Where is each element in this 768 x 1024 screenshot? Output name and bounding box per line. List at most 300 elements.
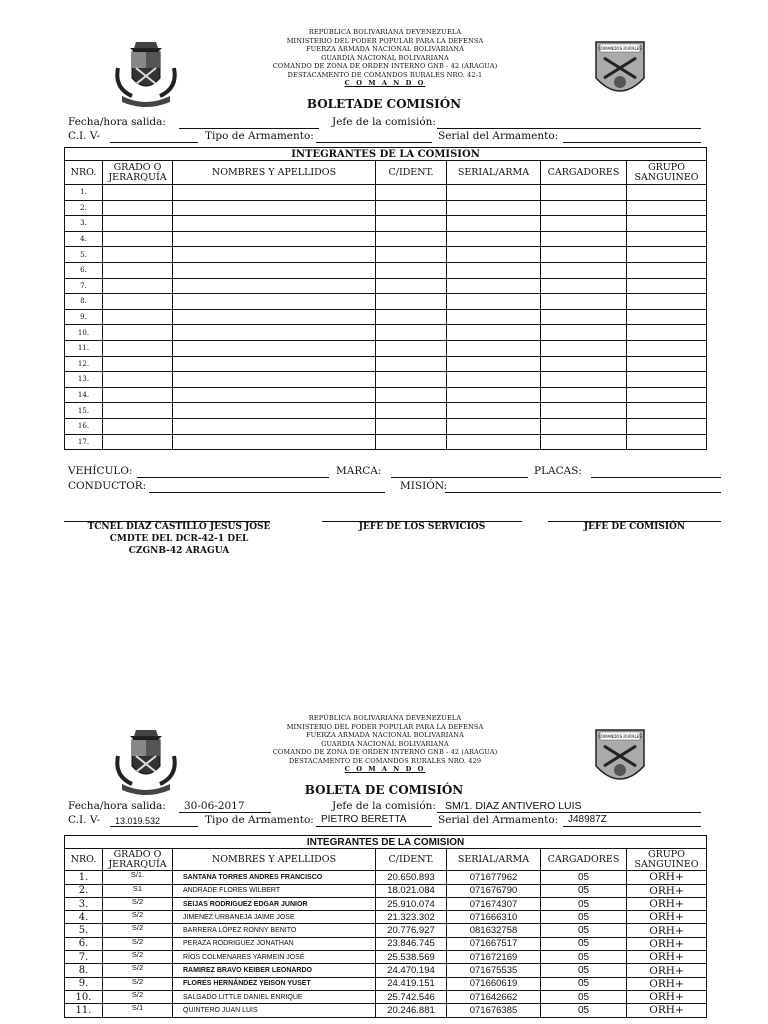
table-row <box>65 387 707 403</box>
table-row <box>65 871 707 884</box>
empty-cell[interactable] <box>447 372 541 388</box>
badge-text: COMANDOS RURALES <box>598 734 642 739</box>
empty-cell[interactable] <box>103 418 173 434</box>
serial-label: Serial del Armamento: <box>438 130 559 142</box>
empty-cell[interactable] <box>103 247 173 263</box>
form-title: BOLETADE COMISIÓN <box>306 97 462 111</box>
row-number: 13. <box>65 372 103 388</box>
table-row <box>65 418 707 434</box>
empty-cell[interactable] <box>447 325 541 341</box>
blood-group-cell: ORH+ <box>627 1004 707 1017</box>
grade-cell: S/2 <box>103 937 173 950</box>
name-cell: ANDRADE FLORES WILBERT <box>173 884 376 897</box>
commander-name: TCNEL DIAZ CASTILLO JESUS JOSE <box>87 522 271 532</box>
tipo-label: Tipo de Armamento: <box>205 130 314 142</box>
table-row <box>65 216 707 232</box>
magazines-cell: 05 <box>541 871 627 884</box>
id-cell: 24.470.194 <box>376 964 447 977</box>
magazines-cell: 05 <box>541 884 627 897</box>
blood-group-cell: ORH+ <box>627 871 707 884</box>
empty-cell[interactable] <box>447 418 541 434</box>
table-row <box>65 911 707 924</box>
empty-cell[interactable] <box>627 216 707 232</box>
weapon-serial-cell: 071666310 <box>447 911 541 924</box>
comando-line: C O M A N D O <box>344 765 426 773</box>
row-number: 15. <box>65 403 103 419</box>
empty-cell[interactable] <box>447 200 541 216</box>
id-cell: 20.776.927 <box>376 924 447 937</box>
marca-label: MARCA: <box>336 465 382 477</box>
empty-cell[interactable] <box>627 185 707 201</box>
empty-cell[interactable] <box>541 278 627 294</box>
empty-cell[interactable] <box>173 231 376 247</box>
fecha-field[interactable] <box>179 116 319 129</box>
name-cell: QUINTERO JUAN LUIS <box>173 1004 376 1017</box>
weapon-serial-cell: 071676385 <box>447 1004 541 1017</box>
empty-cell[interactable] <box>376 418 447 434</box>
empty-cell[interactable] <box>541 372 627 388</box>
empty-cell[interactable] <box>447 278 541 294</box>
empty-cell[interactable] <box>173 434 376 450</box>
col-header-serial: SERIAL/ARMA <box>447 161 541 185</box>
name-cell: SEIJAS RODRIGUEZ EDGAR JUNIOR <box>173 897 376 910</box>
grade-cell: S/1 <box>103 1004 173 1017</box>
tipo-label: Tipo de Armamento: <box>205 814 314 826</box>
vehiculo-field[interactable] <box>137 465 329 478</box>
mision-label: MISIÓN: <box>400 480 448 492</box>
commander-signature-block <box>64 521 294 557</box>
institution-header <box>240 28 530 88</box>
empty-cell[interactable] <box>376 231 447 247</box>
members-table-blank <box>64 147 707 450</box>
col-header-cident: C/IDENT. <box>376 849 447 871</box>
empty-cell[interactable] <box>541 309 627 325</box>
commander-post: CMDTE DEL DCR-42-1 DEL <box>109 534 249 544</box>
placas-label: PLACAS: <box>534 465 582 477</box>
empty-cell[interactable] <box>541 216 627 232</box>
blood-group-cell: ORH+ <box>627 897 707 910</box>
col-header-cargadores: CARGADORES <box>541 161 627 185</box>
empty-cell[interactable] <box>376 434 447 450</box>
empty-cell[interactable] <box>447 403 541 419</box>
row-number: 14. <box>65 387 103 403</box>
empty-cell[interactable] <box>447 247 541 263</box>
empty-cell[interactable] <box>103 200 173 216</box>
blood-group-cell: ORH+ <box>627 937 707 950</box>
name-cell: SANTANA TORRES ANDRES FRANCISCO <box>173 871 376 884</box>
badge-text: COMANDOS RURALES <box>598 46 642 51</box>
row-number: 6. <box>65 937 103 950</box>
empty-cell[interactable] <box>103 325 173 341</box>
blood-group-cell: ORH+ <box>627 884 707 897</box>
empty-cell[interactable] <box>627 372 707 388</box>
blood-group-cell: ORH+ <box>627 977 707 990</box>
blood-group-cell: ORH+ <box>627 951 707 964</box>
magazines-cell: 05 <box>541 977 627 990</box>
empty-cell[interactable] <box>376 372 447 388</box>
col-header-grado: GRADO O JERARQUÍA <box>103 161 173 185</box>
empty-cell[interactable] <box>103 356 173 372</box>
serial-value: J48987Z <box>568 814 607 825</box>
marca-field[interactable] <box>391 465 528 478</box>
fecha-label: Fecha/hora salida: <box>68 116 166 128</box>
empty-cell[interactable] <box>627 325 707 341</box>
empty-cell[interactable] <box>376 340 447 356</box>
form-title: BOLETA DE COMISIÓN <box>304 783 464 797</box>
magazines-cell: 05 <box>541 1004 627 1017</box>
ci-field[interactable] <box>110 130 198 143</box>
weapon-serial-cell: 071676790 <box>447 884 541 897</box>
id-cell: 24.419.151 <box>376 977 447 990</box>
empty-cell[interactable] <box>173 278 376 294</box>
empty-cell[interactable] <box>103 309 173 325</box>
row-number: 12. <box>65 356 103 372</box>
grade-cell: S1 <box>103 884 173 897</box>
id-cell: 20.650.893 <box>376 871 447 884</box>
weapon-serial-cell: 071660619 <box>447 977 541 990</box>
empty-cell[interactable] <box>447 434 541 450</box>
empty-cell[interactable] <box>627 262 707 278</box>
table-row <box>65 403 707 419</box>
row-number: 11. <box>65 340 103 356</box>
col-header-nro: NRO. <box>65 849 103 871</box>
empty-cell[interactable] <box>627 403 707 419</box>
empty-cell[interactable] <box>541 340 627 356</box>
table-row <box>65 294 707 310</box>
jefe-comision-signature: JEFE DE COMISIÓN <box>583 522 686 532</box>
empty-cell[interactable] <box>541 185 627 201</box>
fecha-label: Fecha/hora salida: <box>68 800 166 812</box>
empty-cell[interactable] <box>541 294 627 310</box>
id-cell: 25.910.074 <box>376 897 447 910</box>
row-number: 11. <box>65 1004 103 1017</box>
row-number: 7. <box>65 278 103 294</box>
table-row <box>65 262 707 278</box>
ci-label: C.I. V- <box>68 130 100 142</box>
empty-cell[interactable] <box>376 309 447 325</box>
empty-cell[interactable] <box>173 325 376 341</box>
empty-cell[interactable] <box>541 356 627 372</box>
row-number: 7. <box>65 951 103 964</box>
empty-cell[interactable] <box>103 372 173 388</box>
name-cell: PERAZA RODRIGUEZ JONATHAN <box>173 937 376 950</box>
table-row <box>65 278 707 294</box>
empty-cell[interactable] <box>447 185 541 201</box>
col-header-nombres: NOMBRES Y APELLIDOS <box>173 849 376 871</box>
row-number: 5. <box>65 247 103 263</box>
commander-unit: CZGNB-42 ARAGUA <box>128 546 230 556</box>
empty-cell[interactable] <box>376 278 447 294</box>
header-line: MINISTERIO DEL PODER POPULAR PARA LA DEFENSA <box>286 722 484 731</box>
empty-cell[interactable] <box>627 340 707 356</box>
row-number: 3. <box>65 897 103 910</box>
empty-cell[interactable] <box>103 340 173 356</box>
header-line: COMANDO DE ZONA DE ORDEN INTERNO GNB - 42 (ARAGUA) <box>272 62 498 70</box>
empty-cell[interactable] <box>103 294 173 310</box>
table-row <box>65 309 707 325</box>
col-header-serial: SERIAL/ARMA <box>447 849 541 871</box>
name-cell: BARRERA LÓPEZ RONNY BENITO <box>173 924 376 937</box>
table-row <box>65 897 707 910</box>
table-row <box>65 185 707 201</box>
id-cell: 20.246.881 <box>376 1004 447 1017</box>
row-number: 2. <box>65 200 103 216</box>
col-header-cident: C/IDENT. <box>376 161 447 185</box>
weapon-serial-cell: 071674307 <box>447 897 541 910</box>
empty-cell[interactable] <box>627 247 707 263</box>
row-number: 4. <box>65 231 103 247</box>
table-row <box>65 372 707 388</box>
row-number: 8. <box>65 964 103 977</box>
name-cell: FLORES HERNÁNDEZ YEISON YUSET <box>173 977 376 990</box>
id-cell: 23.846.745 <box>376 937 447 950</box>
empty-cell[interactable] <box>447 231 541 247</box>
jefe-servicios-signature: JEFE DE LOS SERVICIOS <box>358 522 486 532</box>
empty-cell[interactable] <box>173 216 376 232</box>
weapon-serial-cell: 071675535 <box>447 964 541 977</box>
blood-group-cell: ORH+ <box>627 924 707 937</box>
col-header-grupo: GRUPO SANGUINEO <box>627 849 707 871</box>
table-row <box>65 231 707 247</box>
magazines-cell: 05 <box>541 964 627 977</box>
empty-cell[interactable] <box>447 356 541 372</box>
empty-cell[interactable] <box>447 262 541 278</box>
ci-value: 13.019.532 <box>115 816 161 826</box>
id-cell: 25.742.546 <box>376 990 447 1003</box>
jefe-label: Jefe de la comisión: <box>332 800 436 812</box>
col-header-grupo: GRUPO SANGUINEO <box>627 161 707 185</box>
vehiculo-label: VEHÍCULO: <box>68 465 133 477</box>
id-cell: 21.323.302 <box>376 911 447 924</box>
empty-cell[interactable] <box>103 185 173 201</box>
ci-label: C.I. V- <box>68 814 100 826</box>
table-caption: INTEGRANTES DE LA COMISION <box>65 148 707 161</box>
magazines-cell: 05 <box>541 990 627 1003</box>
empty-cell[interactable] <box>103 231 173 247</box>
header-line: MINISTERIO DEL PODER POPULAR PARA LA DEFENSA <box>286 36 484 45</box>
row-number: 10. <box>65 325 103 341</box>
name-cell: RÍOS COLMENARES YARMEIN JOSÉ <box>173 951 376 964</box>
empty-cell[interactable] <box>173 372 376 388</box>
empty-cell[interactable] <box>541 434 627 450</box>
id-cell: 25.538.569 <box>376 951 447 964</box>
empty-cell[interactable] <box>627 231 707 247</box>
placas-field[interactable] <box>591 465 721 478</box>
detachment-line: DESTACAMENTO DE COMANDOS RURALES NRO. 429 <box>288 756 482 765</box>
table-caption: INTEGRANTES DE LA COMISION <box>65 836 707 849</box>
empty-cell[interactable] <box>447 216 541 232</box>
comando-line: C O M A N D O <box>344 79 426 87</box>
empty-cell[interactable] <box>103 262 173 278</box>
row-number: 9. <box>65 977 103 990</box>
empty-cell[interactable] <box>541 387 627 403</box>
row-number: 5. <box>65 924 103 937</box>
row-number: 6. <box>65 262 103 278</box>
row-number: 1. <box>65 185 103 201</box>
table-row <box>65 200 707 216</box>
empty-cell[interactable] <box>627 418 707 434</box>
empty-cell[interactable] <box>173 185 376 201</box>
serial-label: Serial del Armamento: <box>438 814 559 826</box>
empty-cell[interactable] <box>173 247 376 263</box>
empty-cell[interactable] <box>173 403 376 419</box>
empty-cell[interactable] <box>627 434 707 450</box>
empty-cell[interactable] <box>103 434 173 450</box>
empty-cell[interactable] <box>376 200 447 216</box>
empty-cell[interactable] <box>173 387 376 403</box>
empty-cell[interactable] <box>627 356 707 372</box>
empty-cell[interactable] <box>173 418 376 434</box>
row-number: 10. <box>65 990 103 1003</box>
empty-cell[interactable] <box>103 216 173 232</box>
empty-cell[interactable] <box>541 418 627 434</box>
row-number: 8. <box>65 294 103 310</box>
name-cell: JIMENEZ URBANEJA JAIME JOSE <box>173 911 376 924</box>
table-row <box>65 325 707 341</box>
jefe-field[interactable] <box>437 116 701 129</box>
empty-cell[interactable] <box>103 387 173 403</box>
empty-cell[interactable] <box>376 294 447 310</box>
empty-cell[interactable] <box>376 403 447 419</box>
empty-cell[interactable] <box>541 200 627 216</box>
table-row <box>65 884 707 897</box>
empty-cell[interactable] <box>627 294 707 310</box>
header-line: GUARDIA NACIONAL BOLIVARIANA <box>321 739 449 748</box>
row-number: 16. <box>65 418 103 434</box>
tipo-field[interactable] <box>316 130 432 143</box>
row-number: 9. <box>65 309 103 325</box>
empty-cell[interactable] <box>173 356 376 372</box>
rural-commandos-badge-icon <box>594 726 646 788</box>
empty-cell[interactable] <box>376 262 447 278</box>
weapon-serial-cell: 071667517 <box>447 937 541 950</box>
row-number: 1. <box>65 871 103 884</box>
weapon-serial-cell: 071642662 <box>447 990 541 1003</box>
empty-cell[interactable] <box>103 403 173 419</box>
empty-cell[interactable] <box>627 278 707 294</box>
table-row <box>65 990 707 1003</box>
header-line: REPÚBLICA BOLIVARIANA DEVENEZUELA <box>308 714 462 722</box>
grade-cell: S/2 <box>103 924 173 937</box>
conductor-field[interactable] <box>149 480 385 493</box>
conductor-label: CONDUCTOR: <box>68 480 147 492</box>
institution-header <box>240 714 530 774</box>
empty-cell[interactable] <box>376 387 447 403</box>
col-header-grado: GRADO O JERARQUÍA <box>103 849 173 871</box>
row-number: 17. <box>65 434 103 450</box>
empty-cell[interactable] <box>173 200 376 216</box>
row-number: 2. <box>65 884 103 897</box>
name-cell: SALGADO LITTLE DANIEL ENRIQUE <box>173 990 376 1003</box>
detachment-line: DESTACAMENTO DE COMANDOS RURALES NRO. 42-1 <box>287 70 483 79</box>
table-row <box>65 434 707 450</box>
table-row <box>65 924 707 937</box>
empty-cell[interactable] <box>173 262 376 278</box>
members-table-filled <box>64 835 707 1018</box>
table-row <box>65 977 707 990</box>
armamento-value: PIETRO BERETTA <box>321 814 407 825</box>
empty-cell[interactable] <box>447 309 541 325</box>
row-number: 4. <box>65 911 103 924</box>
weapon-serial-cell: 081632758 <box>447 924 541 937</box>
table-row <box>65 356 707 372</box>
table-row <box>65 1004 707 1017</box>
empty-cell[interactable] <box>447 340 541 356</box>
empty-cell[interactable] <box>376 247 447 263</box>
grade-cell: S/2 <box>103 951 173 964</box>
grade-cell: S/1. <box>103 871 173 884</box>
empty-cell[interactable] <box>376 185 447 201</box>
empty-cell[interactable] <box>103 278 173 294</box>
grade-cell: S/2 <box>103 977 173 990</box>
row-number: 3. <box>65 216 103 232</box>
empty-cell[interactable] <box>627 200 707 216</box>
table-row <box>65 937 707 950</box>
magazines-cell: 05 <box>541 951 627 964</box>
col-header-cargadores: CARGADORES <box>541 849 627 871</box>
empty-cell[interactable] <box>173 294 376 310</box>
empty-cell[interactable] <box>627 387 707 403</box>
jefe-label: Jefe de la comisión: <box>332 116 436 128</box>
magazines-cell: 05 <box>541 911 627 924</box>
table-row <box>65 340 707 356</box>
blood-group-cell: ORH+ <box>627 911 707 924</box>
empty-cell[interactable] <box>376 356 447 372</box>
magazines-cell: 05 <box>541 897 627 910</box>
weapon-serial-cell: 071677962 <box>447 871 541 884</box>
empty-cell[interactable] <box>447 387 541 403</box>
table-row <box>65 964 707 977</box>
header-line: FUERZA ARMADA NACIONAL BOLIVARIANA <box>305 45 465 53</box>
header-line: REPÚBLICA BOLIVARIANA DEVENEZUELA <box>308 28 462 36</box>
empty-cell[interactable] <box>627 309 707 325</box>
grade-cell: S/2 <box>103 964 173 977</box>
header-line: GUARDIA NACIONAL BOLIVARIANA <box>321 53 449 62</box>
header-line: FUERZA ARMADA NACIONAL BOLIVARIANA <box>305 731 465 739</box>
empty-cell[interactable] <box>173 309 376 325</box>
blood-group-cell: ORH+ <box>627 990 707 1003</box>
col-header-nro: NRO. <box>65 161 103 185</box>
weapon-serial-cell: 071672169 <box>447 951 541 964</box>
mision-field[interactable] <box>445 480 721 493</box>
table-row <box>65 247 707 263</box>
grade-cell: S/2 <box>103 897 173 910</box>
empty-cell[interactable] <box>541 325 627 341</box>
empty-cell[interactable] <box>541 403 627 419</box>
empty-cell[interactable] <box>447 294 541 310</box>
grade-cell: S/2 <box>103 911 173 924</box>
magazines-cell: 05 <box>541 924 627 937</box>
blood-group-cell: ORH+ <box>627 964 707 977</box>
empty-cell[interactable] <box>541 247 627 263</box>
empty-cell[interactable] <box>541 262 627 278</box>
table-row <box>65 951 707 964</box>
id-cell: 18.021.084 <box>376 884 447 897</box>
header-line: COMANDO DE ZONA DE ORDEN INTERNO GNB - 42 (ARAGUA) <box>272 748 498 756</box>
empty-cell[interactable] <box>541 231 627 247</box>
rural-commandos-badge-icon <box>594 38 646 100</box>
empty-cell[interactable] <box>376 325 447 341</box>
magazines-cell: 05 <box>541 937 627 950</box>
empty-cell[interactable] <box>173 340 376 356</box>
col-header-nombres: NOMBRES Y APELLIDOS <box>173 161 376 185</box>
jefe-value: SM/1. DIAZ ANTIVERO LUIS <box>445 800 582 812</box>
filled-commission-form <box>0 690 768 1024</box>
serial-field[interactable] <box>563 130 701 143</box>
name-cell: RAMIREZ BRAVO KEIBER LEONARDO <box>173 964 376 977</box>
empty-cell[interactable] <box>376 216 447 232</box>
fecha-value: 30-06-2017 <box>184 800 245 812</box>
